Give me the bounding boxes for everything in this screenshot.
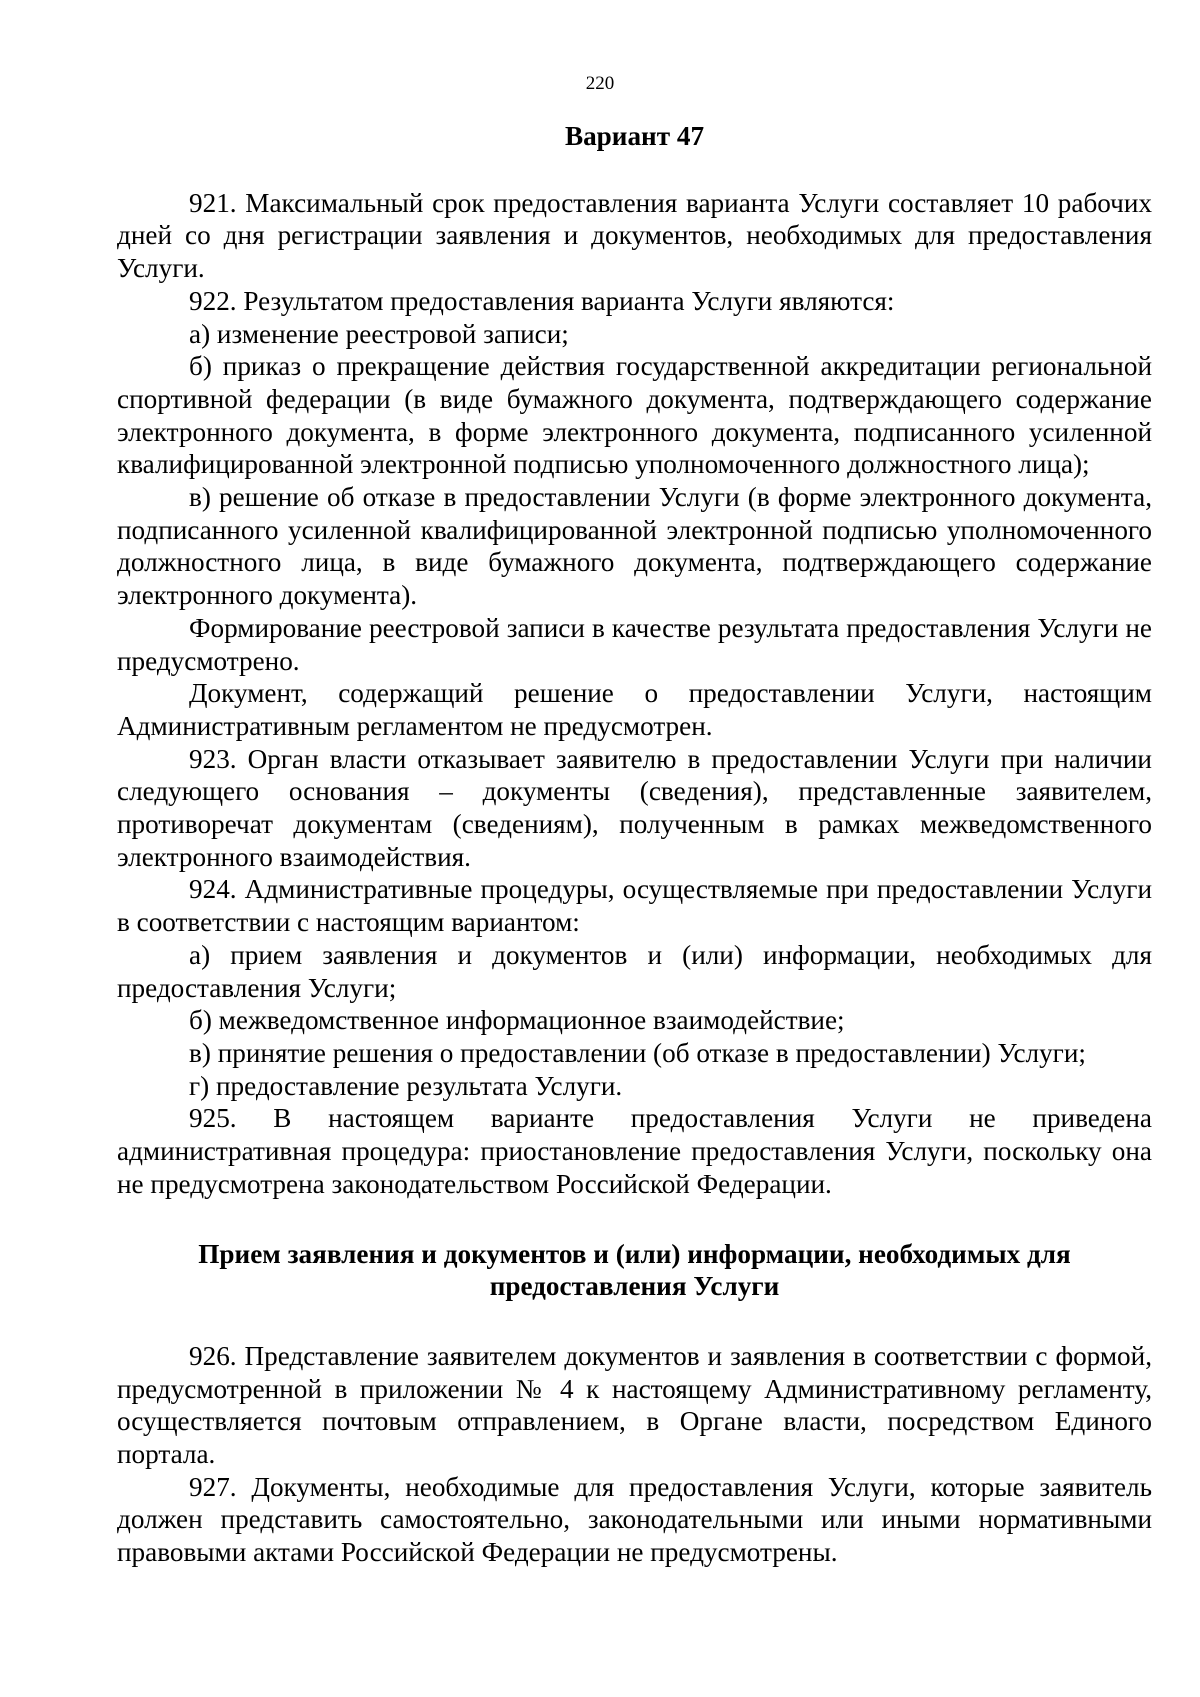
paragraph-decision-document: Документ, содержащий решение о предоставлении Услуги, настоящим Административным регламентом не предусмотрен. — [117, 678, 1152, 741]
paragraph-group-1 — [117, 187, 1152, 1201]
page-number: 220 — [585, 73, 615, 94]
section-title — [117, 1238, 1152, 1303]
paragraph-926: 926. Представление заявителем документов и заявления в соответствии с формой, предусмотренной в приложении № 4 к настоящему Административному регламенту, осуществляется почтовым отправлением, в Органе власти, посредством Единого портала. — [117, 1340, 1152, 1470]
variant-title: Вариант 47 — [564, 121, 705, 151]
paragraph-group-2 — [117, 1340, 1152, 1569]
paragraph-923: 923. Орган власти отказывает заявителю в предоставлении Услуги при наличии следующего основания – документы (сведения), представленные заявителем, противоречат документам (сведениям), полученным в рамках межведомственного электронного взаимодействия. — [117, 743, 1152, 872]
page-content — [117, 120, 1152, 1569]
list-item-922-a: а) изменение реестровой записи; — [189, 318, 569, 349]
list-item-924-g: г) предоставление результата Услуги. — [189, 1070, 623, 1101]
list-item-924-b: б) межведомственное информационное взаимодействие; — [189, 1005, 845, 1036]
list-item-924-a: а) прием заявления и документов и (или) информации, необходимых для предоставления Услуги; — [117, 939, 1152, 1003]
section-title-line-1: Прием заявления и документов и (или) информации, необходимых для — [198, 1238, 1071, 1269]
list-item-924-v: в) принятие решения о предоставлении (об отказе в предоставлении) Услуги; — [189, 1037, 1086, 1068]
paragraph-927: 927. Документы, необходимые для предоставления Услуги, которые заявитель должен представить самостоятельно, законодательными или иными нормативными правовыми актами Российской Федерации не предусмотрены. — [117, 1471, 1152, 1568]
paragraph-921: 921. Максимальный срок предоставления варианта Услуги составляет 10 рабочих дней со дня регистрации заявления и документов, необходимых для предоставления Услуги. — [117, 187, 1152, 284]
section-title-line-2: предоставления Услуги — [489, 1271, 780, 1302]
list-item-922-v: в) решение об отказе в предоставлении Услуги (в форме электронного документа, подписанного усиленной квалифицированной электронной подписью уполномоченного должностного лица, в виде бумажного документа, подтверждающего содержание электронного документа). — [117, 482, 1152, 611]
paragraph-922: 922. Результатом предоставления варианта Услуги являются: — [189, 285, 895, 316]
paragraph-924: 924. Административные процедуры, осуществляемые при предоставлении Услуги в соответствии с настоящим вариантом: — [117, 874, 1152, 938]
paragraph-925: 925. В настоящем варианте предоставления Услуги не приведена административная процедура: приостановление предоставления Услуги, поскольку она не предусмотрена законодательством Российской Федерации. — [117, 1103, 1152, 1199]
list-item-922-b: б) приказ о прекращение действия государственной аккредитации региональной спортивной федерации (в виде бумажного документа, подтверждающего содержание электронного документа, в форме электронного документа, подписанного усиленной квалифицированной электронной подписью уполномоченного должностного лица); — [117, 351, 1152, 480]
paragraph-registry-record: Формирование реестровой записи в качестве результата предоставления Услуги не предусмотрено. — [117, 612, 1152, 676]
